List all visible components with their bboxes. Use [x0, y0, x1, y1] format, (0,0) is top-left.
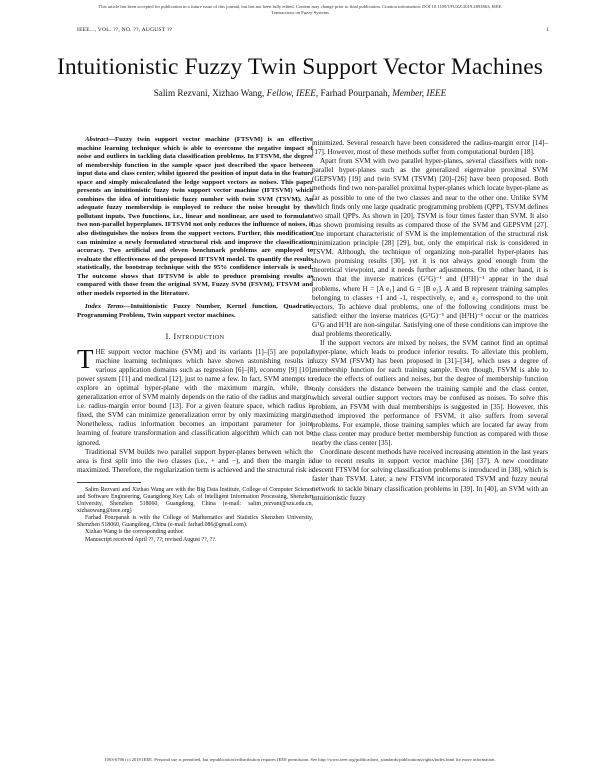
intro-paragraph-2: Traditional SVM builds two parallel support hyper-planes between which the area is first split into the two classes (i.e., + and −), and then the margin is maximized. Therefore, the regularization term is achieved and the structural risk is: [77, 447, 314, 474]
publication-banner: [0, 4, 600, 15]
footnote-affiliation-2: Farhad Pourpanah is with the College of Mathematics and Statistics Shenzhen University, Shenzhen 518060, Guangdong, China (e-mail: farhad.086@gmail.com).: [77, 515, 313, 529]
author-line: [0, 88, 600, 98]
section-heading: I. Introduction: [165, 332, 225, 342]
right-paragraph-2: Apart from SVM with two parallel hyper-planes, several classifiers with non-parallel hyper-planes such as the generalized eigenvalue proximal SVM (GEPSVM) [19] and twin SVM (TSVM) [20]–[26] have been proposed. Both methods find two non-parallel proximal hyper-planes which locate hyper-plane as far as possible to one of the two classes and near to the other one. Unlike SVM which finds only one large quadratic programming problem (QPP), TSVM defines two small QPPs. As shown in [20], TSVM is four times faster than SVM. It also has shown promising results as compared those of the SVM and GEPSVM [27]. One important characteristic of SVM is the implementation of the structural risk minimization principle [28] [29], but, only the empirical risk is considered in TSVM. Although, the technique of organizing non-parallel hyper-planes has shown promising results [30], yet it is not always good enough from the theoretical viewpoint, and it needs further adjustments. On the other hand, it is known that the inverse matrices (GᵀG)⁻¹ and (HᵀH)⁻¹ appear in the dual problems, where H = [A e₁] and G = [B e₂]. A and B represent training samples belonging to classes +1 and -1, respectively, e₁ and e₂ correspond to the unit vectors. To achieve dual problems, one of the following conditions must be satisfied: either the inverse matrices (GᵀG)⁻¹ and (HᵀH)⁻¹ occur or the matrices GᵀG and HᵀH are non-singular. Satisfying one of these conditions can improve the dual problems theoretically.: [312, 157, 548, 338]
paper-title: Intuitionistic Fuzzy Twin Support Vector Machines: [56, 54, 544, 80]
footnote-affiliation-1: Salim Rezvani and Xizhao Wang are with the Big Data Institute, College of Computer Science and Software Engineering, Guangdong Key Lab. of Intelligent Information Processing, Shenzhen University, Shenzhen 518060, Guangdong, China (e-mail: salim_rezvani@szu.edu.cn, xizhaowang@ieee.org): [77, 486, 313, 515]
author-role-member: Member, IEEE: [392, 88, 447, 98]
banner-line-2: Transactions on Fuzzy Systems: [271, 9, 329, 15]
author-name-pourpanah: Farhad Pourpanah,: [320, 88, 390, 98]
intro-paragraph-1-text: HE support vector machine (SVM) and its variants [1]–[5] are popular machine learning techniques which have shown astonishing results in various application domains such as regression [6]–[8], economy [9] [10], power system [11] and medical [12], just to name a few. In fact, SVM attempts to explore an optimal hyper-plane with the maximum margin, while, the generalization error of SVM mainly depends on the ratio of the radius and margin, i.e. radius-margin error bound [13]. For a given feature space, which radius is fixed, the SVM can minimize generalization error by only maximizing margin. Nonetheless, radius information becomes an important parameter for joint learning of feature transformation and classification algorithm which can not be ignored.: [77, 347, 313, 447]
right-paragraph-1: minimized. Several research have been considered the radius-margin error [14]–[17]. However, most of these methods suffer from computational burden [18].: [312, 139, 548, 157]
footnote-corresponding: Xizhao Wang is the corresponding author.: [85, 529, 184, 536]
page-number: 1: [546, 27, 549, 33]
footnote-rule: [77, 482, 141, 483]
intro-paragraph-1: [77, 343, 313, 448]
right-paragraph-3: If the support vectors are mixed by noises, the SVM cannot find an optimal hyper-plane, which leads to produce inferior results. To alleviate this problem, fuzzy SVM (FSVM) has been proposed in [31]–[34], which uses a degree of membership function for each training sample. Even though, FSVM is able to reduce the effects of outliers and noises, but the degree of membership function only considers the distance between the training sample and the class center, which several outlier support vectors may be confused as noises. To solve this problem, an FSVM with dual memberships is suggested in [35]. However, this method improved the performance of FSVM, it also suffers from several problems. For example, those training samples which are located far away from the class center may produce better membership function as compared with those nearby the class center [35].: [312, 339, 548, 448]
footnote-manuscript: Manuscript received April ??, ??; revised August ??, ??.: [85, 536, 217, 543]
right-column: [312, 139, 548, 503]
index-terms-text: —Intuitionistic Fuzzy Number, Kernel function, Quadratic Programming Problem, Twin support vector machines.: [77, 303, 313, 319]
abstract: [77, 136, 313, 298]
abstract-label: Abstract: [85, 136, 109, 143]
right-paragraph-4: Coordinate descent methods have received increasing attention in the last years due to recent results in support vector machine [36] [37]. A new coordinate descent FTSVM for solving classification problems is introduced in [38], which is faster than TSVM. Later, a new FTSVM incorporated TSVM and fuzzy neural network to tackle binary classification problems in [39]. In [40], an SVM with an intuitionistic fuzzy: [312, 448, 548, 502]
abstract-text: —Fuzzy twin support vector machine (FTSVM) is an effective machine learning technique which is able to overcome the negative impact of noise and outliers in tackling data classification problems. In FTSVM, the degree of membership function in the sample space just described the space between input data and class center, whilst ignored the position of input data in the feature space and simply miscalculated the ledge support vectors as noises. This paper presents an intuitionistic fuzzy twin support vector machine (IFTSVM) which combines the idea of intuitionistic fuzzy number with twin SVM (TSVM). An adequate fuzzy membership is employed to reduce the noise brought by the pollutant inputs. Two functions, i.e., linear and nonlinear, are used to formulate two non-parallel hyperplanes. IFTSVM not only reduces the influence of noises, it also distinguishes the noises from the support vectors. Further, this modification can minimize a newly formulated structural risk and improve the classification accuracy. Two artificial and eleven benchmark problems are employed to evaluate the effectiveness of the proposed IFTSVM model. To quantify the results statistically, the bootstrap technique with the 95% confidence intervals is used. The outcome shows that IFTSVM is able to produce promising results as compared with those from the original SVM, Fuzzy SVM (FSVM), FTSVM and other models reported in the literature.: [77, 136, 313, 297]
left-column: [77, 136, 313, 544]
index-terms-label: Index Terms: [85, 303, 124, 311]
drop-cap: T: [77, 343, 94, 374]
copyright-footer: 1063-6706 (c) 2018 IEEE. Personal use is permitted, but republication/redistribution requires IEEE permission. See http://www.ieee.org/publications_standards/publications/rights/index.html for more information.: [104, 757, 496, 762]
author-names: Salim Rezvani, Xizhao Wang,: [153, 88, 265, 98]
index-terms: [77, 303, 313, 320]
banner-line-1: This article has been accepted for publication in a future issue of this journal, but has not been fully edited. Content may change prior to final publication. Citation information: DOI 10.1109/TFUZZ.2019.2893863, IEEE: [98, 4, 502, 9]
author-role-fellow: Fellow, IEEE,: [266, 88, 319, 98]
running-head: IEEE..., VOL. ??, NO. ??, AUGUST ??: [77, 27, 173, 33]
